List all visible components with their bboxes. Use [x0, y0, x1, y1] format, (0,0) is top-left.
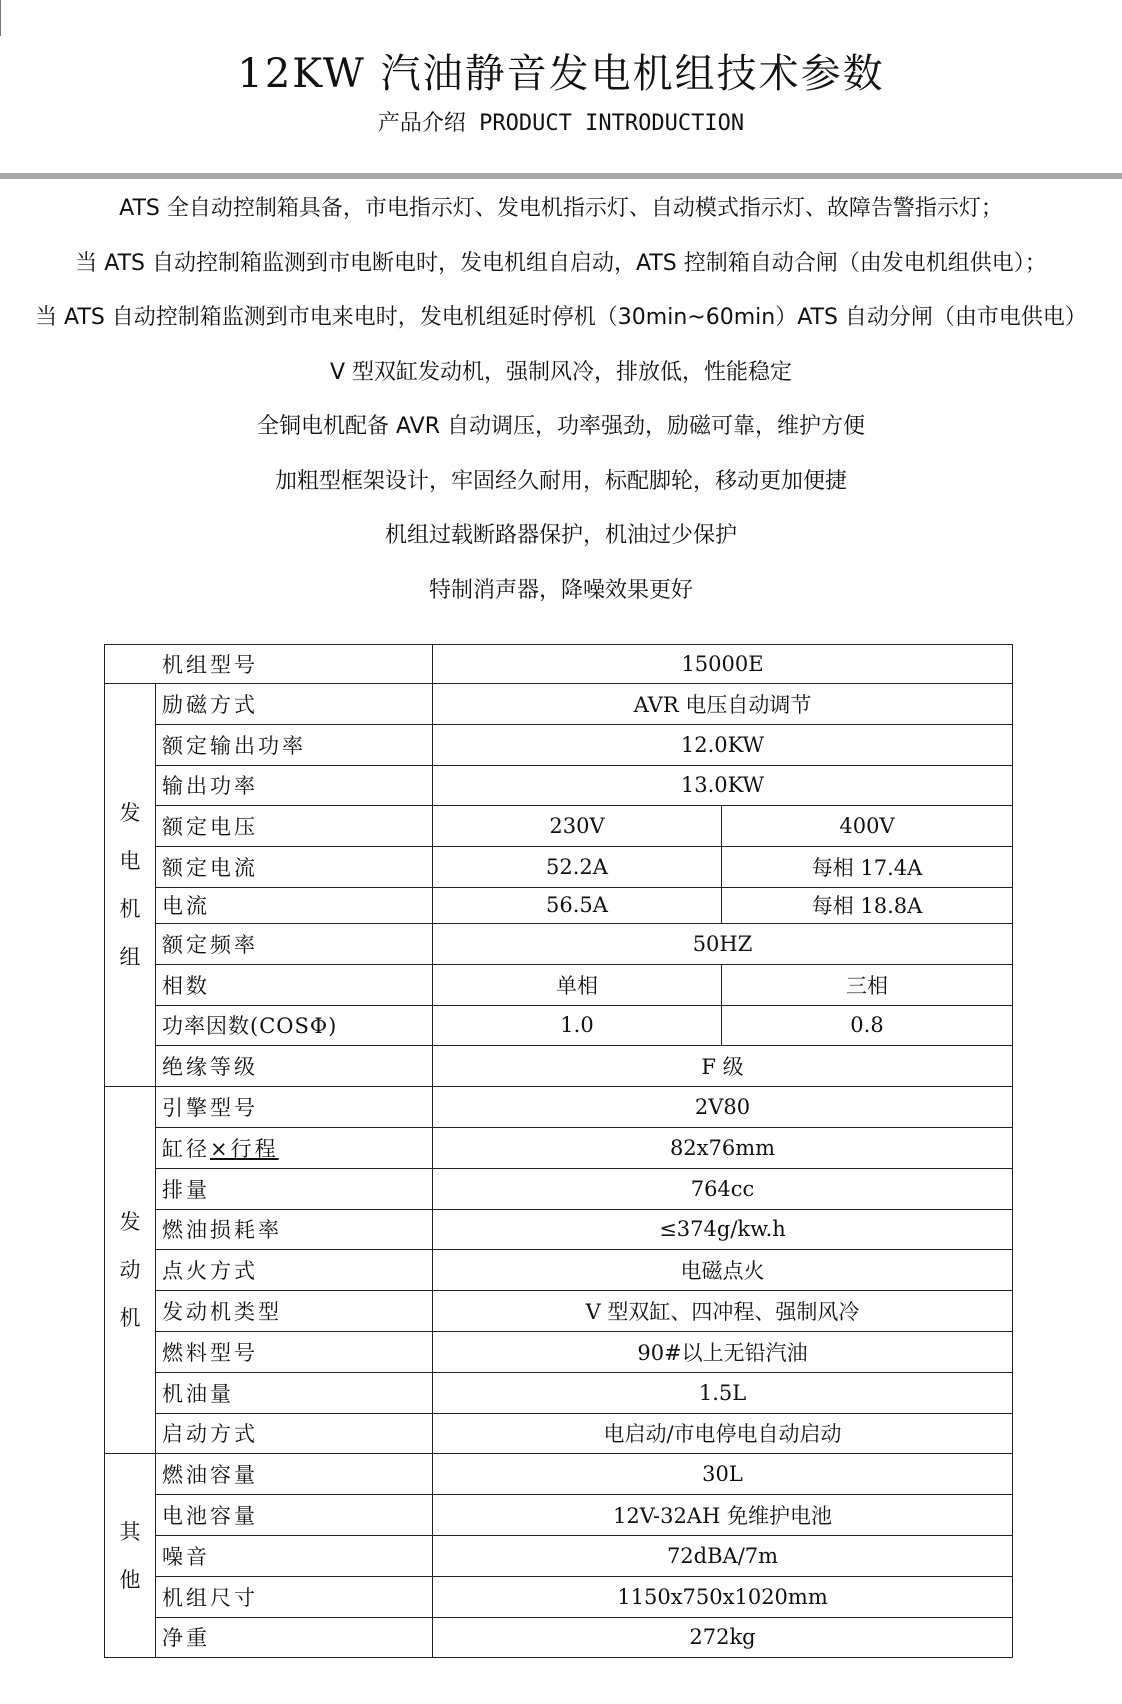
row-label: 绝缘等级	[156, 1046, 433, 1087]
table-row	[105, 1209, 1013, 1250]
table-row	[105, 1331, 1013, 1372]
row-label: 额定频率	[156, 923, 433, 964]
row-label-underlined: ×行程	[210, 1136, 279, 1161]
row-value-single-phase: 单相	[433, 964, 722, 1005]
section-divider	[0, 173, 1122, 179]
row-value-three-phase: 三相	[722, 964, 1013, 1005]
row-value: AVR 电压自动调节	[433, 684, 1013, 725]
table-row	[105, 887, 1013, 923]
row-value-three-phase: 400V	[722, 806, 1013, 847]
feature-item: V 型双缸发动机，强制风冷，排放低，性能稳定	[329, 359, 793, 385]
table-row	[105, 1005, 1013, 1046]
feature-item: 全铜电机配备 AVR 自动调压，功率强劲，励磁可靠，维护方便	[257, 414, 865, 439]
row-label: 励磁方式	[156, 684, 433, 725]
row-value: 1.5L	[433, 1372, 1013, 1413]
row-value: 72dBA/7m	[433, 1535, 1013, 1576]
row-value: ≤374g/kw.h	[433, 1209, 1013, 1250]
row-value: 82x76mm	[433, 1127, 1013, 1168]
feature-item: 加粗型框架设计，牢固经久耐用，标配脚轮，移动更加便捷	[274, 468, 847, 494]
feature-item: ATS 全自动控制箱具备，市电指示灯、发电机指示灯、自动模式指示灯、故障告警指示灯；	[119, 196, 1003, 221]
row-label: 额定电流	[156, 847, 433, 888]
row-label: 净重	[156, 1617, 433, 1658]
table-row	[105, 1291, 1013, 1332]
row-value-single-phase: 1.0	[433, 1005, 722, 1046]
row-value-single-phase: 52.2A	[433, 847, 722, 888]
row-value-three-phase: 每相 18.8A	[722, 887, 1013, 923]
row-value: 13.0KW	[433, 765, 1013, 806]
row-label: 额定电压	[156, 806, 433, 847]
row-value: 12.0KW	[433, 724, 1013, 765]
row-value: 272kg	[433, 1617, 1013, 1658]
table-row	[105, 964, 1013, 1005]
row-value: 50HZ	[433, 923, 1013, 964]
row-label-prefix: 缸径	[162, 1136, 210, 1161]
table-row	[105, 1127, 1013, 1168]
row-value-three-phase: 0.8	[722, 1005, 1013, 1046]
feature-item: 特制消声器，降噪效果更好	[428, 577, 693, 603]
table-row	[105, 1087, 1013, 1128]
table-row	[105, 1617, 1013, 1658]
table-row	[105, 1168, 1013, 1209]
row-value-single-phase: 56.5A	[433, 887, 722, 923]
row-value: 764cc	[433, 1168, 1013, 1209]
table-row	[105, 1372, 1013, 1413]
group-generator: 发 电 机 组	[105, 684, 156, 1087]
row-value: 2V80	[433, 1087, 1013, 1128]
feature-list	[0, 182, 1122, 618]
row-label: 输出功率	[156, 765, 433, 806]
row-label: 引擎型号	[156, 1087, 433, 1128]
row-label: 燃油损耗率	[156, 1209, 433, 1250]
feature-item: 机组过载断路器保护，机油过少保护	[384, 523, 737, 548]
row-value: 1150x750x1020mm	[433, 1576, 1013, 1617]
row-value-single-phase: 230V	[433, 806, 722, 847]
row-label: 启动方式	[156, 1413, 433, 1454]
table-row	[105, 684, 1013, 725]
table-row	[105, 1413, 1013, 1454]
table-row	[105, 765, 1013, 806]
row-label: 排量	[156, 1168, 433, 1209]
group-engine: 发 动 机	[105, 1087, 156, 1454]
spec-table	[104, 644, 1013, 1658]
row-label: 功率因数(COSΦ)	[156, 1005, 433, 1046]
feature-item: 当 ATS 自动控制箱监测到市电断电时，发电机组自启动，ATS 控制箱自动合闸（由发电机组供电）；	[75, 250, 1047, 276]
row-label: 噪音	[156, 1535, 433, 1576]
page-subtitle: 产品介绍 PRODUCT INTRODUCTION	[377, 111, 745, 136]
row-label: 点火方式	[156, 1250, 433, 1291]
row-label: 发动机类型	[156, 1291, 433, 1332]
table-row	[105, 1576, 1013, 1617]
row-label	[156, 1127, 433, 1168]
model-value: 15000E	[433, 645, 1013, 684]
table-row	[105, 847, 1013, 888]
row-label: 电池容量	[156, 1495, 433, 1536]
row-label: 额定输出功率	[156, 724, 433, 765]
row-value: 90#以上无铅汽油	[433, 1331, 1013, 1372]
model-label: 机组型号	[105, 645, 433, 684]
row-value: F 级	[433, 1046, 1013, 1087]
row-label: 机油量	[156, 1372, 433, 1413]
row-value: 12V-32AH 免维护电池	[433, 1495, 1013, 1536]
table-row	[105, 1535, 1013, 1576]
row-value: 电磁点火	[433, 1250, 1013, 1291]
page-title: 12KW 汽油静音发电机组技术参数	[237, 51, 885, 97]
row-value: 电启动/市电停电自动启动	[433, 1413, 1013, 1454]
table-row	[105, 1495, 1013, 1536]
row-value: V 型双缸、四冲程、强制风冷	[433, 1291, 1013, 1332]
feature-item: 当 ATS 自动控制箱监测到市电来电时，发电机组延时停机（30min~60min）ATS 自动分闸（由市电供电）	[35, 305, 1087, 330]
table-row	[105, 724, 1013, 765]
table-row	[105, 1250, 1013, 1291]
table-row	[105, 1046, 1013, 1087]
group-other: 其 他	[105, 1454, 156, 1658]
row-value: 30L	[433, 1454, 1013, 1495]
row-label: 机组尺寸	[156, 1576, 433, 1617]
row-label: 燃料型号	[156, 1331, 433, 1372]
table-row	[105, 645, 1013, 684]
row-label: 相数	[156, 964, 433, 1005]
table-row	[105, 923, 1013, 964]
row-value-three-phase: 每相 17.4A	[722, 847, 1013, 888]
table-row	[105, 806, 1013, 847]
row-label: 燃油容量	[156, 1454, 433, 1495]
table-row	[105, 1454, 1013, 1495]
page-corner-mark	[0, 0, 1, 36]
row-label: 电流	[156, 887, 433, 923]
